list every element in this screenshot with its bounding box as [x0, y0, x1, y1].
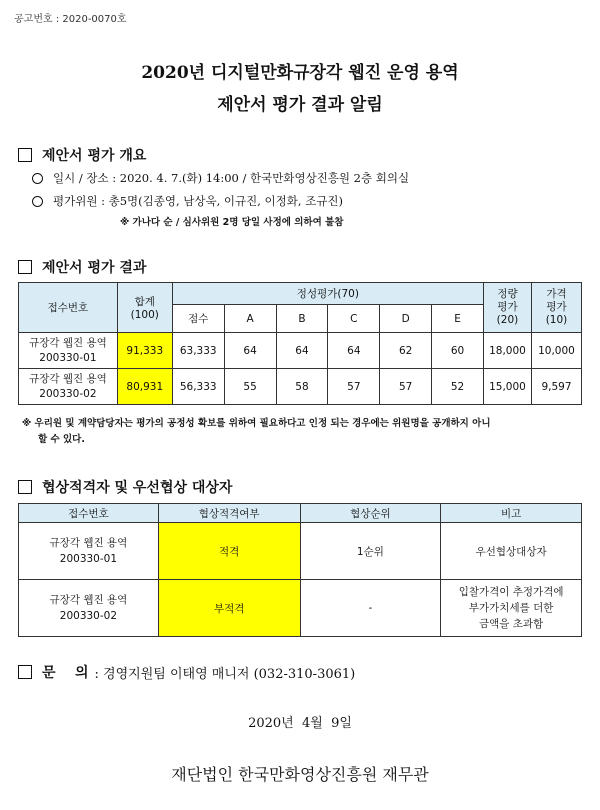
- checkbox-square-icon: [18, 260, 32, 274]
- row-name: 규장각 웹진 용역: [49, 594, 128, 606]
- e-cell: 60: [432, 333, 484, 369]
- header-score: 점수: [172, 305, 224, 333]
- eligible-cell: 적격: [158, 523, 300, 580]
- table-row: [19, 369, 582, 405]
- issue-date: 2020년 4월 9일: [248, 716, 352, 731]
- header-b: B: [276, 305, 328, 333]
- section-negotiation-title: 협상적격자 및 우선협상 대상자: [42, 480, 233, 496]
- row-code: 200330-02: [39, 387, 97, 400]
- remark-cell: 우선협상대상자: [441, 523, 582, 580]
- committee-text: 평가위원 : 총5명(김종영, 남상욱, 이규진, 이정화, 조규진): [53, 194, 344, 208]
- rank-cell: -: [300, 580, 441, 637]
- header-a: A: [224, 305, 276, 333]
- score-cell: 63,333: [172, 333, 224, 369]
- d-cell: 57: [380, 369, 432, 405]
- neg-header-eligible: 협상적격여부: [158, 504, 300, 523]
- page-title-line1: 2020년 디지털만화규장각 웹진 운영 용역: [141, 63, 459, 83]
- header-price: 가격 평가 (10): [531, 283, 581, 333]
- price-cell: 10,000: [531, 333, 581, 369]
- checkbox-square-icon: [18, 480, 32, 494]
- checkbox-square-icon: [18, 148, 32, 162]
- total-cell: 80,931: [117, 369, 172, 405]
- header-quantitative: 정량 평가 (20): [483, 283, 531, 333]
- table-row: [19, 523, 582, 580]
- neg-header-rank: 협상순위: [300, 504, 441, 523]
- eligible-cell: 부적격: [158, 580, 300, 637]
- table-row: [19, 580, 582, 637]
- checkbox-square-icon: [18, 665, 32, 679]
- inquiry-label: 문 의: [42, 665, 89, 681]
- header-e: E: [432, 305, 484, 333]
- results-table: [18, 282, 582, 405]
- header-qualitative: 정성평가(70): [172, 283, 483, 305]
- quant-cell: 18,000: [483, 333, 531, 369]
- overview-committee: [32, 193, 343, 209]
- c-cell: 64: [328, 333, 380, 369]
- row-code: 200330-02: [59, 610, 118, 622]
- neg-header-remark: 비고: [441, 504, 582, 523]
- row-name: 규장각 웹진 용역: [29, 372, 107, 385]
- schedule-text: 일시 / 장소 : 2020. 4. 7.(화) 14:00 / 한국만화영상진흥원 2층 회의실: [53, 171, 410, 185]
- circle-bullet-icon: [32, 173, 43, 184]
- section-overview-title: 제안서 평가 개요: [42, 148, 147, 164]
- issuing-organization: 재단법인 한국만화영상진흥원 재무관: [171, 765, 429, 784]
- page-title-line2: 제안서 평가 결과 알림: [217, 95, 383, 115]
- row-name: 규장각 웹진 용역: [49, 537, 128, 549]
- e-cell: 52: [432, 369, 484, 405]
- overview-note: ※ 가나다 순 / 심사위원 2명 당일 사정에 의하여 불참: [120, 217, 344, 228]
- a-cell: 55: [224, 369, 276, 405]
- b-cell: 58: [276, 369, 328, 405]
- section-results-title: 제안서 평가 결과: [42, 260, 147, 276]
- overview-schedule: [32, 170, 409, 186]
- footnote-line2: 할 수 있다.: [38, 434, 85, 445]
- notice-number: 공고번호 : 2020-0070호: [14, 14, 127, 25]
- table-row: [19, 333, 582, 369]
- price-cell: 9,597: [531, 369, 581, 405]
- neg-id-cell: [19, 523, 159, 580]
- rank-cell: 1순위: [300, 523, 441, 580]
- row-code: 200330-01: [39, 351, 97, 364]
- inquiry-text: : 경영지원팀 이태영 매니저 (032-310-3061): [94, 666, 356, 682]
- row-id-cell: [19, 369, 118, 405]
- section-overview-heading: [18, 145, 146, 165]
- header-c: C: [328, 305, 380, 333]
- section-results-heading: [18, 257, 146, 277]
- negotiation-table: [18, 503, 582, 637]
- inquiry-line: [18, 662, 355, 682]
- d-cell: 62: [380, 333, 432, 369]
- b-cell: 64: [276, 333, 328, 369]
- footnote-line1: ※ 우리원 및 계약담당자는 평가의 공정성 확보를 위하여 필요하다고 인정 되는 경우에는 위원명을 공개하지 아니: [22, 418, 491, 429]
- header-d: D: [380, 305, 432, 333]
- total-cell: 91,333: [117, 333, 172, 369]
- row-id-cell: [19, 333, 118, 369]
- row-code: 200330-01: [59, 553, 118, 565]
- neg-header-id: 접수번호: [19, 504, 159, 523]
- quant-cell: 15,000: [483, 369, 531, 405]
- score-cell: 56,333: [172, 369, 224, 405]
- header-id: 접수번호: [19, 283, 118, 333]
- results-footnote: [22, 416, 582, 448]
- a-cell: 64: [224, 333, 276, 369]
- remark-cell: 입찰가격이 추정가격에 부가가치세를 더한 금액을 초과함: [441, 580, 582, 637]
- circle-bullet-icon: [32, 196, 43, 207]
- row-name: 규장각 웹진 용역: [29, 336, 107, 349]
- c-cell: 57: [328, 369, 380, 405]
- section-negotiation-heading: [18, 477, 232, 497]
- neg-id-cell: [19, 580, 159, 637]
- header-total: 합계 (100): [117, 283, 172, 333]
